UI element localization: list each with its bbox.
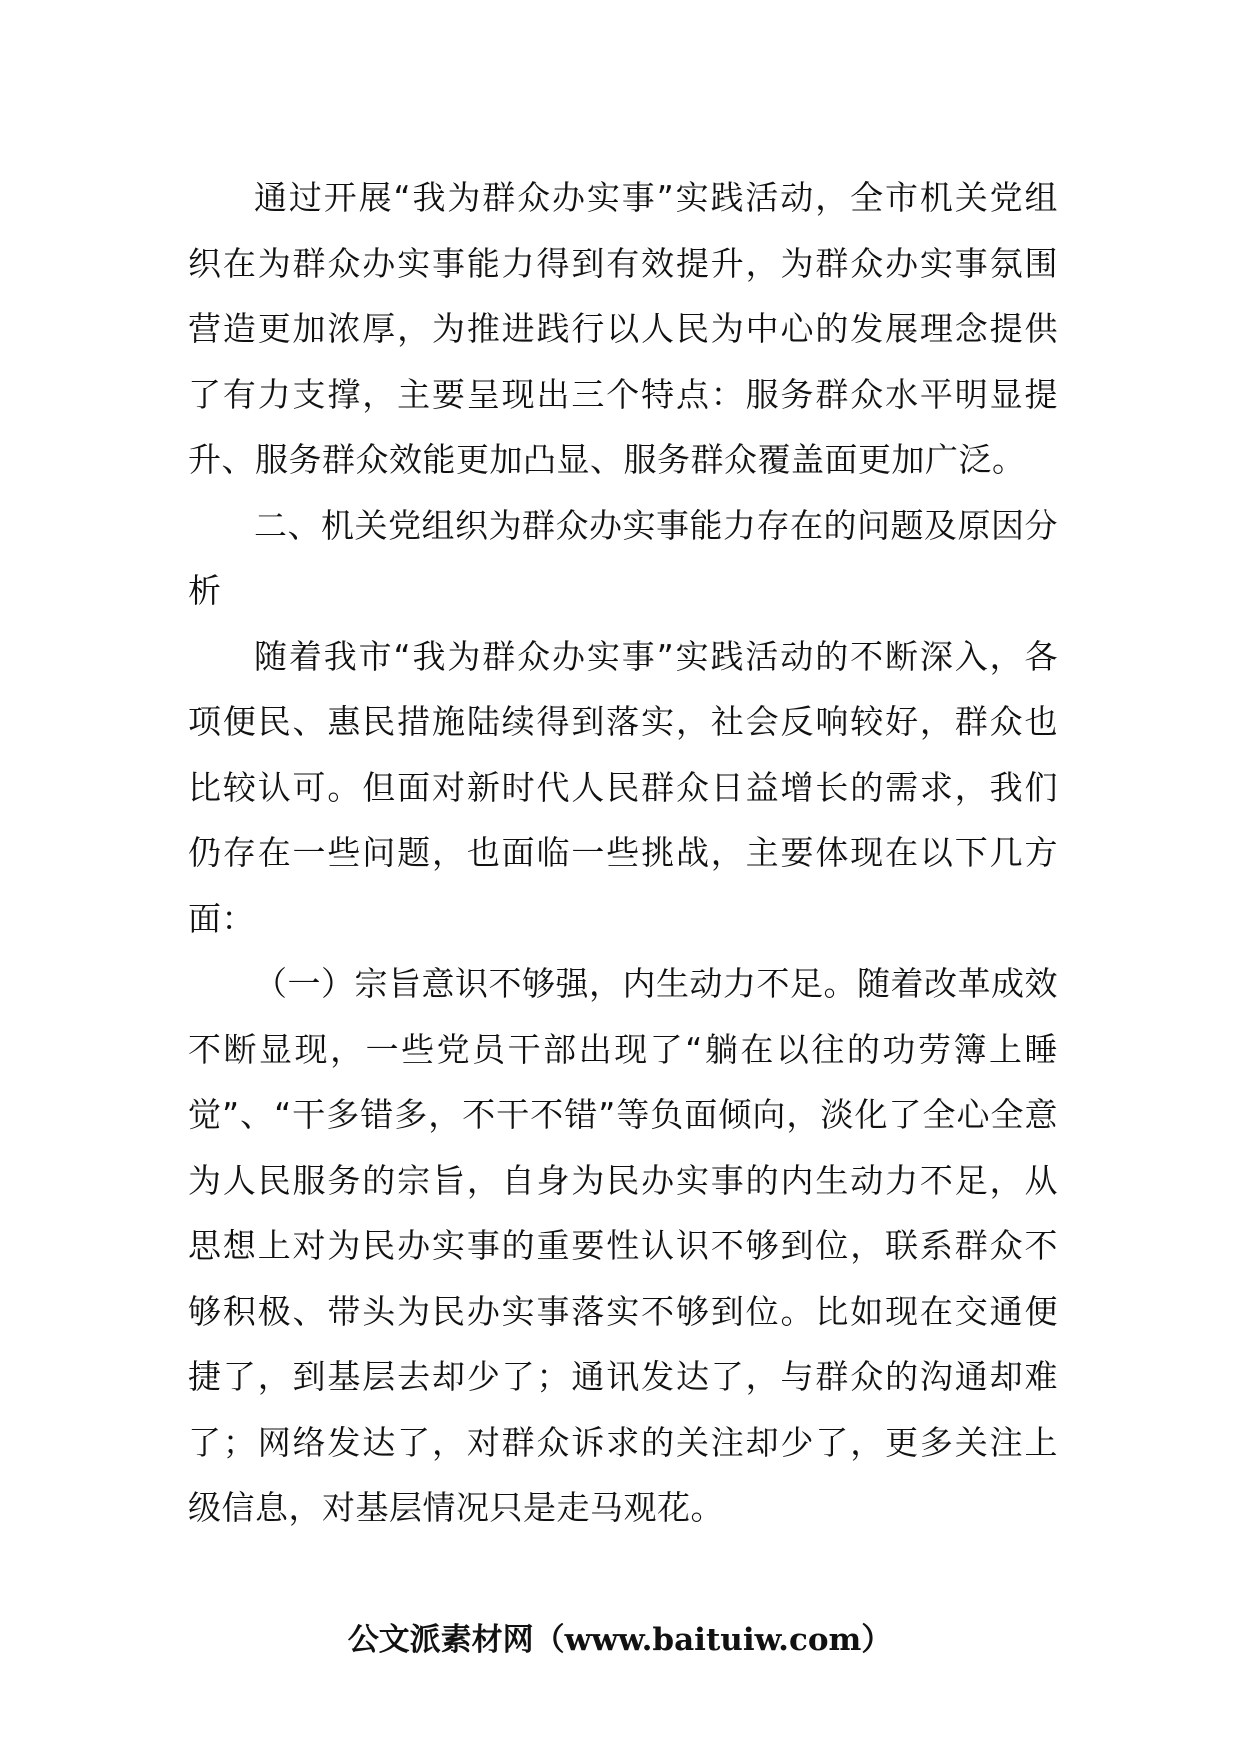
body-text [188,165,1058,1541]
paragraph-point-one: （一）宗旨意识不够强，内生动力不足。随着改革成效不断显现，一些党员干部出现了“躺在以往的功劳簿上睡觉”、“干多错多，不干不错”等负面倾向，淡化了全心全意为人民服务的宗旨，自身为民办实事的内生动力不足，从思想上对为民办实事的重要性认识不够到位，联系群众不够积极、带头为民办实事落实不够到位。比如现在交通便捷了，到基层去却少了；通讯发达了，与群众的沟通却难了；网络发达了，对群众诉求的关注却少了，更多关注上级信息，对基层情况只是走马观花。 [188,964,1058,1527]
paragraph-intro: 随着我市“我为群众办实事”实践活动的不断深入，各项便民、惠民措施陆续得到落实，社会反响较好，群众也比较认可。但面对新时代人民群众日益增长的需求，我们仍存在一些问题，也面临一些挑战，主要体现在以下几方面： [188,636,1058,938]
section-heading: 二、机关党组织为群众办实事能力存在的问题及原因分析 [188,505,1058,610]
paragraph-summary: 通过开展“我为群众办实事”实践活动，全市机关党组织在为群众办实事能力得到有效提升，为群众办实事氛围营造更加浓厚，为推进践行以人民为中心的发展理念提供了有力支撑，主要呈现出三个特点：服务群众水平明显提升、服务群众效能更加凸显、服务群众覆盖面更加广泛。 [188,178,1058,479]
footer-watermark: 公文派素材网（www.baituiw.com） [347,1622,893,1658]
